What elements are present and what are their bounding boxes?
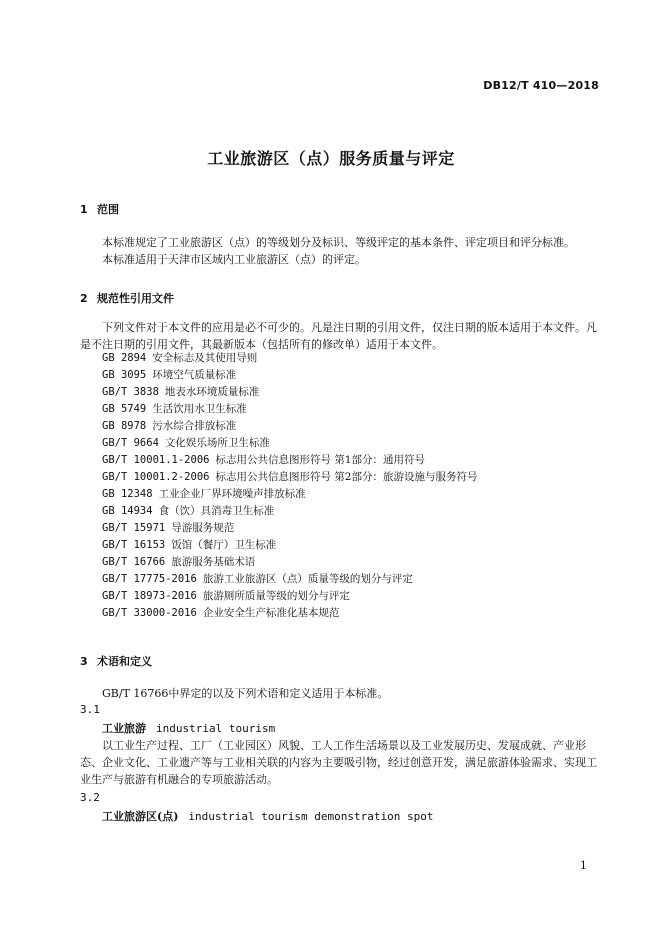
- reference-code: GB/T 10001.1-2006: [102, 454, 210, 466]
- reference-item: [102, 571, 478, 588]
- term-3-2: [102, 808, 433, 824]
- section-1-paragraph-1: 本标准规定了工业旅游区（点）的等级划分及标识、等级评定的基本条件、评定项目和评分标准。: [102, 236, 575, 249]
- reference-title: 环境空气质量标准: [152, 369, 237, 381]
- reference-item: [102, 401, 478, 418]
- reference-title: 标志用公共信息图形符号 第1部分：通用符号: [215, 454, 425, 466]
- term-chinese: 工业旅游区(点): [102, 810, 179, 823]
- term-3-1: [102, 720, 275, 736]
- reference-item: [102, 554, 478, 571]
- reference-title: 工业企业厂界环境噪声排放标准: [158, 488, 306, 500]
- reference-title: 食（饮）具消毒卫生标准: [158, 505, 275, 517]
- reference-list: [102, 350, 478, 622]
- section-title: 术语和定义: [97, 655, 152, 668]
- term-3-1-definition: 以工业生产过程、工厂（工业园区）风貌、工人工作生活场景以及工业发展历史、发展成就、产业形态、企业文化、工业遗产等与工业相关联的内容为主要吸引物，经过创意开发，满足旅游体验需求、实现工业生产与旅游有机融合的专项旅游活动。: [80, 739, 597, 786]
- section-2-heading: [80, 290, 174, 306]
- section-title: 范围: [97, 203, 119, 216]
- reference-code: GB/T 18973-2016: [102, 590, 197, 602]
- reference-item: [102, 418, 478, 435]
- reference-title: 污水综合排放标准: [152, 420, 237, 432]
- page-number: 1: [580, 859, 587, 872]
- reference-item: [102, 367, 478, 384]
- section-number: 1: [80, 203, 88, 216]
- reference-code: GB/T 33000-2016: [102, 607, 197, 619]
- clause-number-3-2: 3.2: [80, 791, 100, 804]
- section-3-heading: [80, 653, 152, 669]
- clause-number-3-1: 3.1: [80, 703, 100, 716]
- section-title: 规范性引用文件: [97, 292, 174, 305]
- reference-code: GB/T 9664: [102, 437, 159, 449]
- standard-code: DB12/T 410—2018: [483, 79, 599, 92]
- reference-item: [102, 503, 478, 520]
- term-english: industrial tourism: [156, 722, 276, 735]
- term-chinese: 工业旅游: [102, 722, 146, 735]
- reference-title: 旅游工业旅游区（点）质量等级的划分与评定: [202, 573, 413, 585]
- reference-title: 企业安全生产标准化基本规范: [202, 607, 340, 619]
- reference-item: [102, 384, 478, 401]
- section-2-intro: 下列文件对于本文件的应用是必不可少的。凡是注日期的引用文件，仅注日期的版本适用于本文件。凡是不注日期的引用文件，其最新版本（包括所有的修改单）适用于本文件。: [80, 321, 597, 351]
- reference-code: GB/T 3838: [102, 386, 159, 398]
- section-3-intro: GB/T 16766中界定的以及下列术语和定义适用于本标准。: [102, 687, 389, 700]
- section-number: 3: [80, 655, 88, 668]
- reference-item: [102, 452, 478, 469]
- document-title: 工业旅游区（点）服务质量与评定: [207, 149, 455, 168]
- reference-item: [102, 605, 478, 622]
- reference-code: GB/T 17775-2016: [102, 573, 197, 585]
- reference-code: GB/T 16153: [102, 539, 166, 551]
- reference-item: [102, 350, 478, 367]
- reference-title: 导游服务规范: [171, 522, 235, 534]
- reference-item: [102, 435, 478, 452]
- reference-code: GB 14934: [102, 505, 153, 517]
- reference-code: GB 5749: [102, 403, 147, 415]
- reference-title: 地表水环境质量标准: [164, 386, 260, 398]
- reference-item: [102, 520, 478, 537]
- reference-item: [102, 486, 478, 503]
- reference-title: 饭馆（餐厅）卫生标准: [171, 539, 277, 551]
- section-1-heading: [80, 201, 119, 217]
- reference-code: GB 3095: [102, 369, 147, 381]
- term-english: industrial tourism demonstration spot: [188, 810, 434, 823]
- reference-item: [102, 537, 478, 554]
- reference-title: 安全标志及其使用导则: [152, 352, 258, 364]
- reference-item: [102, 469, 478, 486]
- reference-title: 标志用公共信息图形符号 第2部分：旅游设施与服务符号: [215, 471, 478, 483]
- reference-title: 旅游服务基础术语: [171, 556, 256, 568]
- section-1-paragraph-2: 本标准适用于天津市区域内工业旅游区（点）的评定。: [102, 253, 366, 266]
- reference-title: 文化娱乐场所卫生标准: [164, 437, 270, 449]
- reference-code: GB 8978: [102, 420, 147, 432]
- reference-code: GB/T 10001.2-2006: [102, 471, 210, 483]
- reference-title: 生活饮用水卫生标准: [152, 403, 247, 415]
- reference-code: GB 2894: [102, 352, 147, 364]
- reference-title: 旅游厕所质量等级的划分与评定: [202, 590, 350, 602]
- reference-item: [102, 588, 478, 605]
- reference-code: GB 12348: [102, 488, 153, 500]
- section-number: 2: [80, 292, 88, 305]
- reference-code: GB/T 15971: [102, 522, 166, 534]
- reference-code: GB/T 16766: [102, 556, 166, 568]
